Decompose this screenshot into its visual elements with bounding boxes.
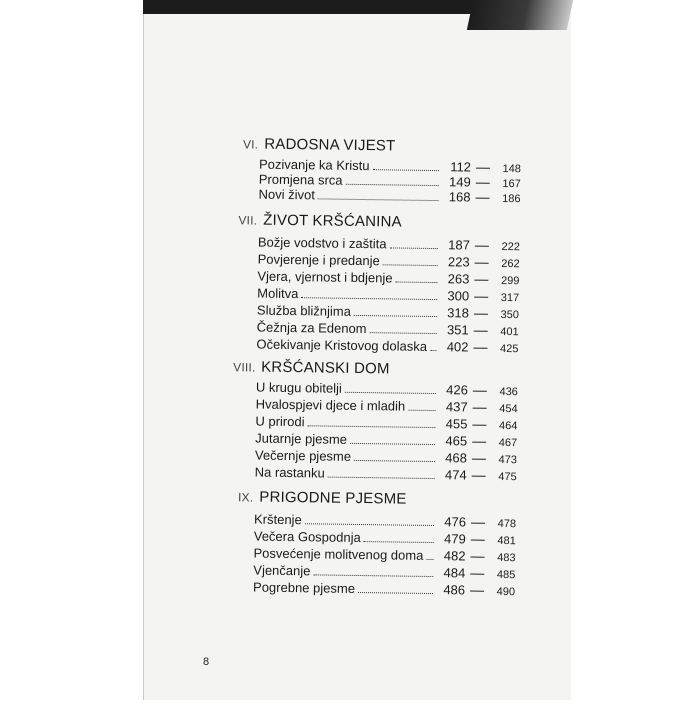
entry-label: Večera Gospodnja — [253, 528, 361, 546]
end-page: 436 — [499, 385, 518, 399]
page-range — [438, 514, 516, 530]
end-page: 475 — [498, 470, 517, 484]
page-range — [442, 254, 520, 270]
section-title — [236, 135, 395, 154]
entry-label: U krugu obitelji — [255, 379, 342, 396]
end-page: 490 — [496, 585, 516, 599]
end-page: 148 — [502, 162, 522, 176]
start-page: 437 — [445, 399, 468, 415]
entry-label: Hvalospjevi djece i mladih — [255, 396, 406, 414]
start-page: 149 — [448, 174, 471, 190]
end-page: 478 — [497, 517, 517, 531]
page-range — [439, 450, 517, 466]
page-range — [437, 565, 515, 581]
end-page: 454 — [499, 402, 518, 416]
toc-entry[interactable] — [254, 512, 516, 531]
range-dash — [474, 314, 488, 315]
entry-label: Očekivanje Kristovog dolaska — [256, 336, 428, 354]
end-page: 425 — [500, 342, 519, 356]
page-range — [441, 288, 519, 304]
entry-label: Božje vodstvo i zaštita — [257, 234, 387, 252]
start-page: 476 — [444, 514, 467, 530]
end-page: 467 — [498, 436, 518, 450]
leader-dots — [383, 263, 438, 266]
toc-entry[interactable] — [255, 431, 517, 450]
leader-dots — [346, 183, 439, 186]
entry-label: Večernje pjesme — [254, 447, 352, 464]
toc-entry[interactable] — [256, 337, 518, 356]
end-page: 483 — [497, 551, 516, 565]
range-dash — [470, 591, 484, 592]
end-page: 262 — [501, 257, 520, 271]
range-dash — [472, 442, 486, 443]
page-range — [437, 548, 515, 564]
toc-entry[interactable] — [254, 529, 516, 548]
start-page: 187 — [448, 237, 471, 253]
start-page: 112 — [450, 159, 472, 175]
page-range — [441, 271, 519, 287]
end-page: 485 — [496, 568, 516, 582]
start-page: 455 — [445, 416, 468, 432]
leader-dots — [396, 280, 438, 283]
range-dash — [474, 280, 488, 281]
entry-label: Pogrebne pjesme — [252, 579, 356, 596]
end-page: 299 — [500, 274, 520, 288]
toc-entry[interactable] — [258, 187, 520, 206]
toc-entry[interactable] — [255, 465, 517, 484]
range-dash — [474, 297, 488, 298]
entry-label: Krštenje — [253, 511, 302, 528]
page-range — [442, 237, 520, 253]
entry-label: Posvećenje molitvenog doma — [253, 545, 424, 563]
toc-entry[interactable] — [253, 546, 515, 565]
entry-label: Molitva — [257, 285, 299, 302]
start-page: 482 — [443, 548, 466, 564]
leader-dots — [305, 522, 434, 526]
leader-dots — [328, 476, 435, 479]
page-number: 8 — [203, 656, 210, 668]
toc-entry[interactable] — [256, 397, 518, 416]
range-dash — [470, 574, 484, 575]
leader-dots — [318, 197, 439, 201]
range-dash — [472, 425, 486, 426]
toc-entry[interactable] — [253, 580, 515, 599]
leader-dots — [345, 391, 436, 394]
entry-label: Novi život — [258, 186, 316, 203]
range-dash — [474, 331, 488, 332]
range-dash — [471, 557, 485, 558]
page-range — [439, 433, 517, 449]
start-page: 402 — [446, 339, 469, 355]
leader-dots — [408, 409, 435, 411]
start-page: 468 — [445, 450, 468, 466]
section-title — [235, 211, 402, 230]
leader-dots — [426, 558, 433, 560]
page-range — [439, 467, 517, 483]
toc-entry[interactable] — [258, 235, 520, 254]
leader-dots — [364, 540, 434, 543]
leader-dots — [369, 331, 436, 334]
section-name: RADOSNA VIJEST — [264, 135, 396, 155]
page-range — [443, 159, 521, 175]
section-name: PRIGODNE PJESME — [259, 488, 407, 508]
end-page: 186 — [502, 192, 521, 206]
range-dash — [472, 459, 486, 460]
start-page: 168 — [448, 189, 471, 205]
range-dash — [473, 348, 487, 349]
entry-label: Jutarnje pjesme — [255, 430, 348, 447]
toc-entry[interactable] — [257, 303, 519, 322]
page-range — [440, 382, 518, 398]
page-range — [442, 189, 520, 205]
section-number: IX. — [237, 490, 254, 505]
start-page: 426 — [446, 382, 468, 398]
leader-dots — [354, 459, 435, 462]
entry-label: Služba bližnjima — [256, 302, 351, 319]
start-page: 318 — [447, 305, 470, 321]
start-page: 484 — [443, 565, 466, 581]
end-page: 350 — [500, 308, 520, 322]
section-number: VI. — [242, 137, 259, 152]
toc-entry[interactable] — [256, 380, 518, 399]
range-dash — [473, 391, 487, 392]
toc-entry[interactable] — [255, 414, 517, 433]
section-number: VII. — [238, 213, 258, 228]
page-range — [441, 322, 519, 338]
leader-dots — [350, 442, 435, 445]
entry-label: Povjerenje i predanje — [257, 251, 380, 269]
entry-label: Vjenčanje — [253, 562, 311, 579]
toc-entry[interactable] — [253, 563, 515, 582]
end-page: 401 — [500, 325, 519, 339]
leader-dots — [313, 573, 433, 577]
page-range — [443, 174, 521, 190]
leader-dots — [430, 349, 436, 351]
start-page: 223 — [447, 254, 470, 270]
range-dash — [476, 198, 490, 199]
section-title — [231, 488, 406, 507]
end-page: 464 — [498, 419, 518, 433]
end-page: 473 — [498, 453, 517, 467]
end-page: 317 — [500, 291, 520, 305]
toc-entry[interactable] — [257, 286, 519, 305]
toc-entry[interactable] — [257, 320, 519, 339]
leader-dots — [354, 314, 437, 317]
leader-dots — [301, 296, 437, 300]
entry-label: U prirodi — [255, 413, 305, 430]
section-name: KRŠĆANSKI DOM — [261, 358, 390, 378]
section-title — [233, 358, 390, 377]
start-page: 263 — [447, 271, 470, 287]
range-dash — [475, 263, 489, 264]
range-dash — [473, 408, 487, 409]
entry-label: Na rastanku — [254, 464, 325, 481]
page-range — [440, 399, 518, 415]
start-page: 479 — [443, 531, 466, 547]
leader-dots — [307, 424, 435, 428]
end-page: 222 — [501, 240, 520, 254]
leader-dots — [372, 168, 438, 171]
section-number: VIII. — [233, 360, 256, 375]
start-page: 300 — [447, 288, 470, 304]
entry-label: Promjena srca — [258, 171, 343, 188]
range-dash — [471, 540, 485, 541]
page-range — [441, 305, 519, 321]
start-page: 486 — [443, 582, 466, 598]
entry-label: Čežnja za Edenom — [256, 319, 367, 337]
leader-dots — [358, 591, 433, 594]
toc-entry[interactable] — [258, 252, 520, 271]
range-dash — [476, 168, 490, 169]
start-page: 465 — [445, 433, 468, 449]
section-name: ŽIVOT KRŠĆANINA — [263, 211, 402, 231]
page-range — [438, 531, 516, 547]
start-page: 474 — [444, 467, 467, 483]
page-range — [440, 339, 518, 355]
start-page: 351 — [446, 322, 469, 338]
end-page: 167 — [502, 177, 521, 191]
range-dash — [471, 523, 485, 524]
toc-entry[interactable] — [257, 269, 519, 288]
entry-label: Vjera, vjernost i bdjenje — [257, 268, 393, 286]
end-page: 481 — [497, 534, 516, 548]
range-dash — [472, 476, 486, 477]
page-range — [437, 582, 515, 598]
range-dash — [476, 183, 490, 184]
page-range — [439, 416, 517, 432]
range-dash — [475, 246, 489, 247]
toc-entry[interactable] — [255, 448, 517, 467]
leader-dots — [389, 246, 437, 249]
entry-label: Pozivanje ka Kristu — [258, 156, 370, 174]
